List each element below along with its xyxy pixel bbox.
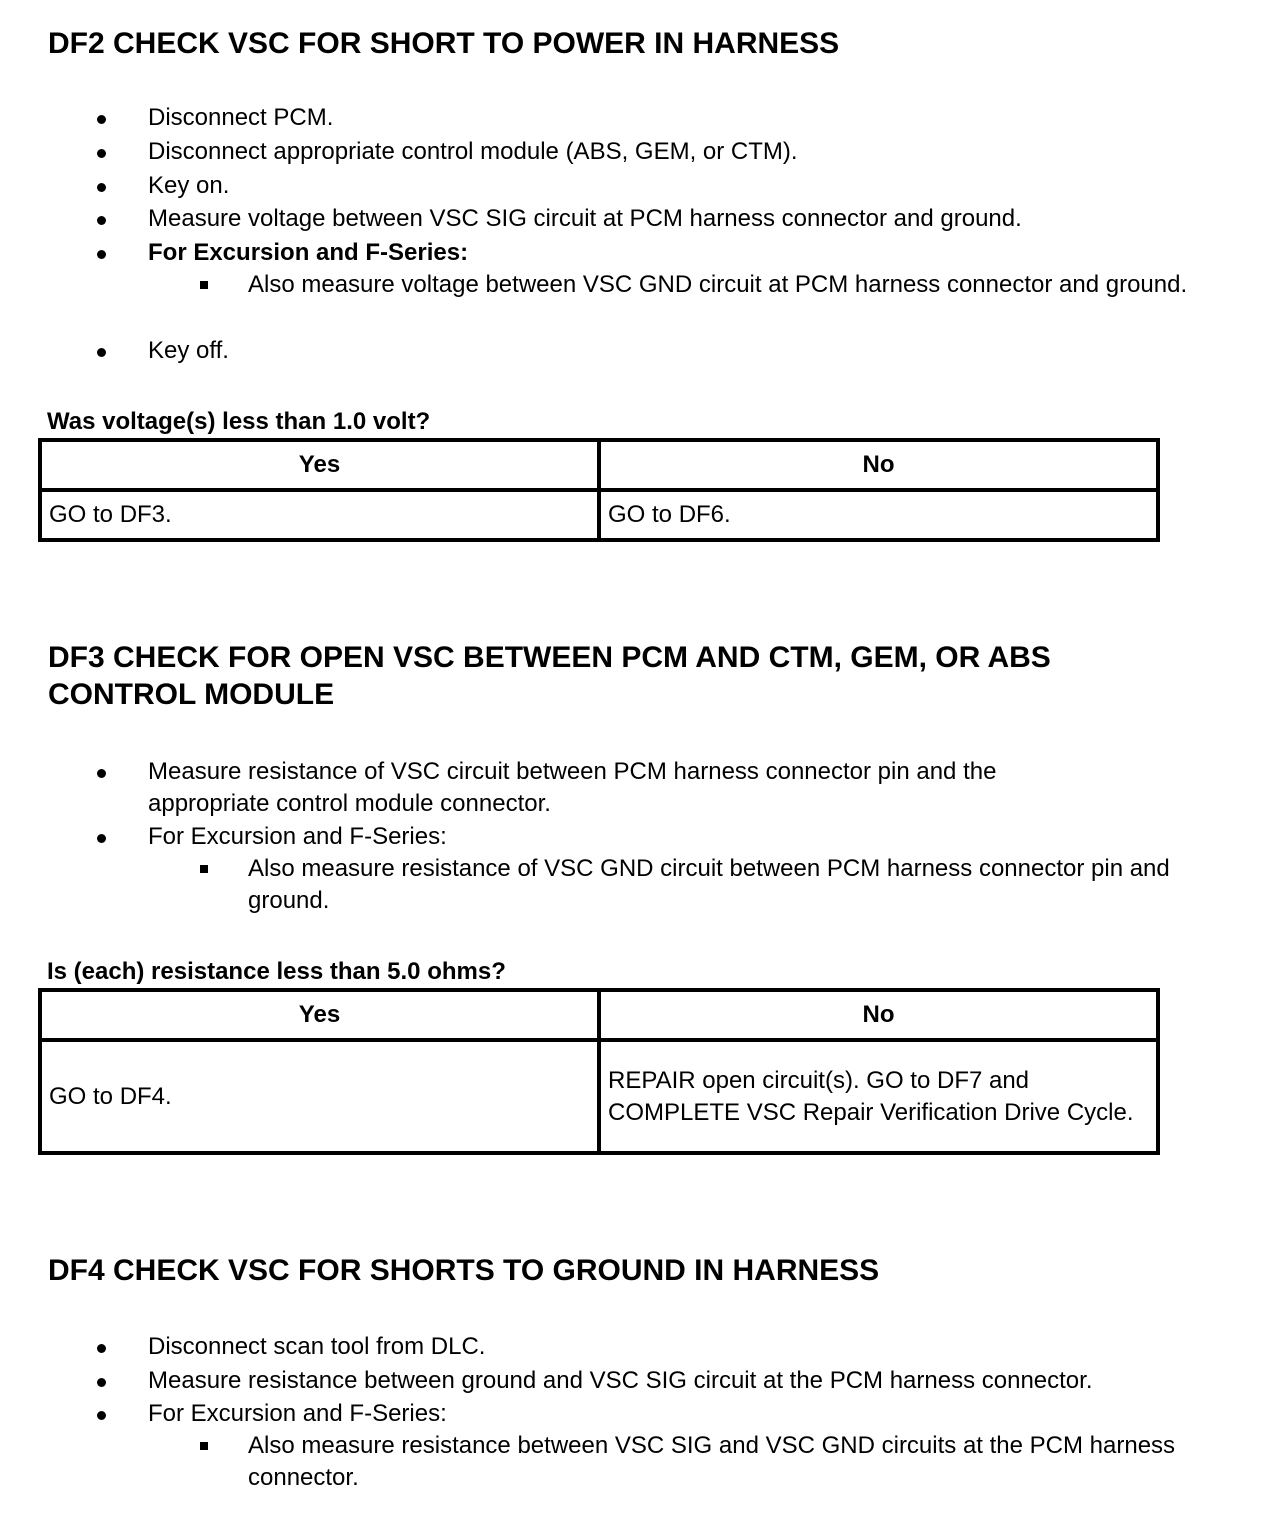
bullet-icon (97, 348, 106, 357)
no-header: No (599, 440, 1158, 490)
no-action: REPAIR open circuit(s). GO to DF7 and COMPLETE VSC Repair Verification Drive Cycle. (599, 1040, 1158, 1153)
df2-question: Was voltage(s) less than 1.0 volt? (47, 408, 431, 435)
bullet-icon (97, 1411, 106, 1420)
bullet-icon (97, 834, 106, 843)
no-header: No (599, 990, 1158, 1040)
yes-header: Yes (40, 440, 599, 490)
bullet-icon (97, 1344, 106, 1353)
bullet-icon (97, 115, 106, 124)
square-bullet-icon (200, 865, 208, 873)
df4-heading: DF4 CHECK VSC FOR SHORTS TO GROUND IN HARNESS (48, 1254, 880, 1287)
bullet-icon (97, 149, 106, 158)
bullet-icon (97, 183, 106, 192)
bullet-icon (97, 769, 106, 778)
square-bullet-icon (200, 1442, 208, 1450)
yes-action: GO to DF3. (40, 490, 599, 540)
bullet-icon (97, 250, 106, 259)
df3-question: Is (each) resistance less than 5.0 ohms? (47, 958, 506, 985)
square-bullet-icon (200, 281, 208, 289)
document-page: DF2 CHECK VSC FOR SHORT TO POWER IN HARNESS Disconnect PCM. Disconnect appropriate control module (ABS, GEM, or CTM). Key on. Measure voltage between VSC SIG circuit at PCM harness connector and ground. For Excursion and F-Series: Also measure voltage between VSC GND circuit at PCM harness connector and ground. Key off. Was voltage(s) less than 1.0 volt? Yes No GO to DF3. GO to DF6. DF3 CHECK FOR OPEN VSC BETWEEN PCM AND CTM, GEM, OR ABS CONTROL MODULE Measure resistance of VSC circuit between PCM harness connector pin and the appropriate control module connector. For Excursion and F-Series: Also measure resistance of VSC GND circuit between PCM harness connector pin and ground. Is (each) resistance less than 5.0 ohms? Yes No GO to DF4. REPAIR open circuit(s). GO to DF7 and COMPLETE VSC Repair Verification Drive Cycle. DF4 CHECK VSC FOR SHORTS TO GROUND IN HARNESS Disconnect scan tool from DLC. Measure resistance between ground and VSC SIG circuit at the PCM harness connector. For Excursion and F-Series: Also measure resistance between VSC SIG and VSC GND circuits at the PCM harness connector. (0, 0, 1280, 1532)
df2-decision-table (38, 438, 1160, 542)
yes-action: GO to DF4. (40, 1040, 599, 1153)
yes-header: Yes (40, 990, 599, 1040)
df2-heading: DF2 CHECK VSC FOR SHORT TO POWER IN HARNESS (48, 27, 840, 60)
df3-heading-line2: CONTROL MODULE (48, 678, 335, 711)
no-action: GO to DF6. (599, 490, 1158, 540)
df3-heading (48, 639, 1051, 713)
df3-heading-line1: DF3 CHECK FOR OPEN VSC BETWEEN PCM AND CTM, GEM, OR ABS (48, 641, 1051, 674)
df3-decision-table (38, 988, 1160, 1155)
bullet-icon (97, 1378, 106, 1387)
bullet-icon (97, 216, 106, 225)
